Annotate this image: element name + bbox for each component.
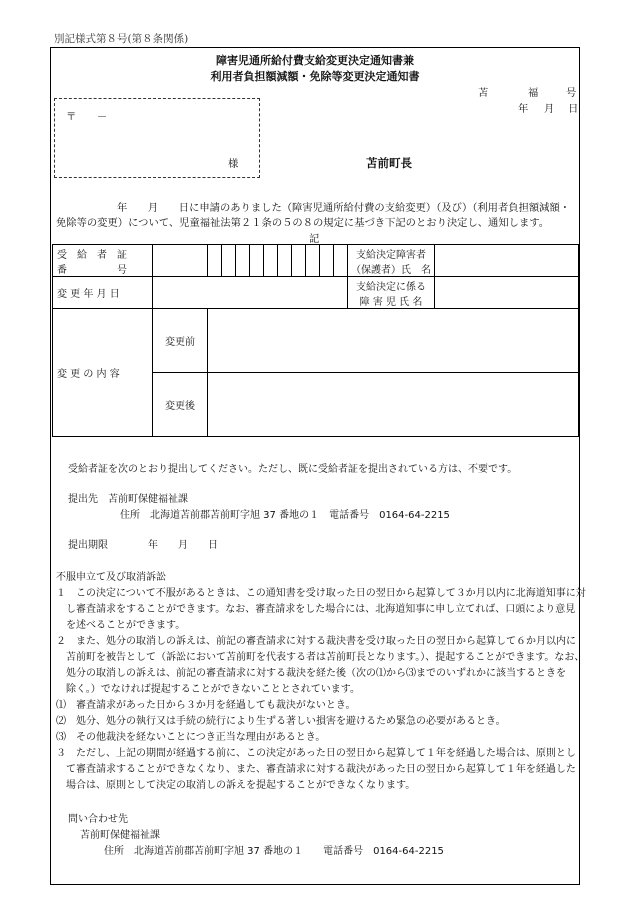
appeal-line: 処分の取消しの訴えは、前記の審査請求に対する裁決を経た後（次の⑴から⑶までのいずれかに該当するときを xyxy=(56,668,566,679)
change-date-label: 変 更 年 月 日 xyxy=(53,277,153,309)
cert-digit-cell xyxy=(250,245,264,277)
cert-digit-cell xyxy=(306,245,320,277)
cert-digit-cell xyxy=(264,245,278,277)
cert-number-label: 受 給 者 証 番 号 xyxy=(53,245,153,277)
appeal-line: 場合は、原則として決定の取消しの訴えを提起することができなくなります。 xyxy=(56,780,416,791)
cert-digit-cell xyxy=(334,245,348,277)
change-content-label: 変 更 の 内 容 xyxy=(53,309,153,437)
submit-to: 提出先 苫前町保健福祉課 xyxy=(68,494,188,505)
cert-digit-cell xyxy=(320,245,334,277)
appeal-line: 苫前町を被告として（訴訟において苫前町を代表する者は苫前町長となります。）、提起することができます。なお、 xyxy=(56,652,585,663)
issuer-name: 苫前町長 xyxy=(366,156,412,170)
title-line-1: 障害児通所給付費支給変更決定通知書兼 xyxy=(216,54,414,67)
cert-digit-cell xyxy=(292,245,306,277)
postal-code: 〒 － xyxy=(66,111,108,123)
title-line-2: 利用者負担額減額・免除等変更決定通知書 xyxy=(210,70,420,83)
form-number-label: 別記様式第８号(第８条関係) xyxy=(54,33,189,45)
appeal-line: を述べることができます。 xyxy=(56,620,186,631)
appeal-line: ３ ただし、上記の期間が経過する前に、この決定があった日の翌日から起算して１年を経過した場合は、原則とし xyxy=(56,748,576,759)
guardian-name-value xyxy=(435,245,579,277)
submit-notice: 受給者証を次のとおり提出してください。ただし、既に受給者証を提出されている方は、不要です。 xyxy=(68,464,518,475)
after-label: 変更後 xyxy=(153,373,208,437)
cert-digit-cell xyxy=(222,245,236,277)
cert-digit-cell xyxy=(236,245,250,277)
doc-number-char-2: 福 xyxy=(528,87,539,99)
intro-line-1: 年 月 日に申請のありました（障害児通所給付費の支給変更）（及び）（利用者負担額減額・ xyxy=(117,202,571,214)
date-year: 年 xyxy=(518,103,529,115)
appeal-line: ⑵ 処分、処分の執行又は手続の続行により生ずる著しい損害を避けるため緊急の必要があるとき。 xyxy=(56,716,506,727)
child-name-value xyxy=(435,277,579,309)
doc-number-char-1: 苫 xyxy=(478,87,489,99)
guardian-name-label: 支給決定障害者 （保護者）氏 名 xyxy=(348,245,435,277)
inquiry-department: 苫前町保健福祉課 xyxy=(80,830,160,841)
recipient-honorific: 様 xyxy=(228,158,239,170)
after-value xyxy=(208,373,579,437)
date-day: 日 xyxy=(568,103,579,115)
ki-heading: 記 xyxy=(309,233,320,245)
change-date-value xyxy=(153,277,348,309)
table-row-change-date xyxy=(53,277,579,309)
appeal-heading: 不服申立て及び取消訴訟 xyxy=(56,572,166,583)
details-table xyxy=(52,244,579,437)
appeal-line: １ この決定について不服があるときは、この通知書を受け取った日の翌日から起算して３か月以内に北海道知事に対 xyxy=(56,588,586,599)
submit-deadline: 提出期限 年 月 日 xyxy=(68,540,218,551)
doc-number-char-3: 号 xyxy=(566,87,577,99)
appeal-line: て審査請求することができなくなり、また、審査請求に対する裁決があった日の翌日から起算して１年を経過した xyxy=(56,764,576,775)
cert-digit-cell xyxy=(208,245,222,277)
inquiry-address: 住所 北海道苫前郡苫前町字旭 37 番地の１ 電話番号 0164-64-2215 xyxy=(104,846,444,857)
date-month: 月 xyxy=(544,103,555,115)
table-row-cert xyxy=(53,245,579,277)
cert-digit-cell xyxy=(153,245,208,277)
appeal-line: ⑴ 審査請求があった日から３か月を経過しても裁決がないとき。 xyxy=(56,700,356,711)
before-label: 変更前 xyxy=(153,309,208,373)
inquiry-heading: 問い合わせ先 xyxy=(68,814,128,825)
table-row-change-before xyxy=(53,309,579,373)
appeal-line: ２ また、処分の取消しの訴えは、前記の審査請求に対する裁決書を受け取った日の翌日から起算して６か月以内に xyxy=(56,636,576,647)
appeal-line: 除く。）でなければ提起することができないこととされています。 xyxy=(56,684,360,695)
submit-address: 住所 北海道苫前郡苫前町字旭 37 番地の１ 電話番号 0164-64-2215 xyxy=(120,510,450,521)
before-value xyxy=(208,309,579,373)
cert-digit-cell xyxy=(278,245,292,277)
child-name-label: 支給決定に係る 障 害 児 氏 名 xyxy=(348,277,435,309)
appeal-line: ⑶ その他裁決を経ないことにつき正当な理由があるとき。 xyxy=(56,732,326,743)
intro-line-2: 免除等の変更）について、児童福祉法第２１条の５の８の規定に基づき下記のとおり決定し、通知します。 xyxy=(56,217,550,229)
appeal-line: し審査請求をすることができます。なお、審査請求をした場合には、北海道知事に申し立てれば、口頭により意見 xyxy=(56,604,576,615)
